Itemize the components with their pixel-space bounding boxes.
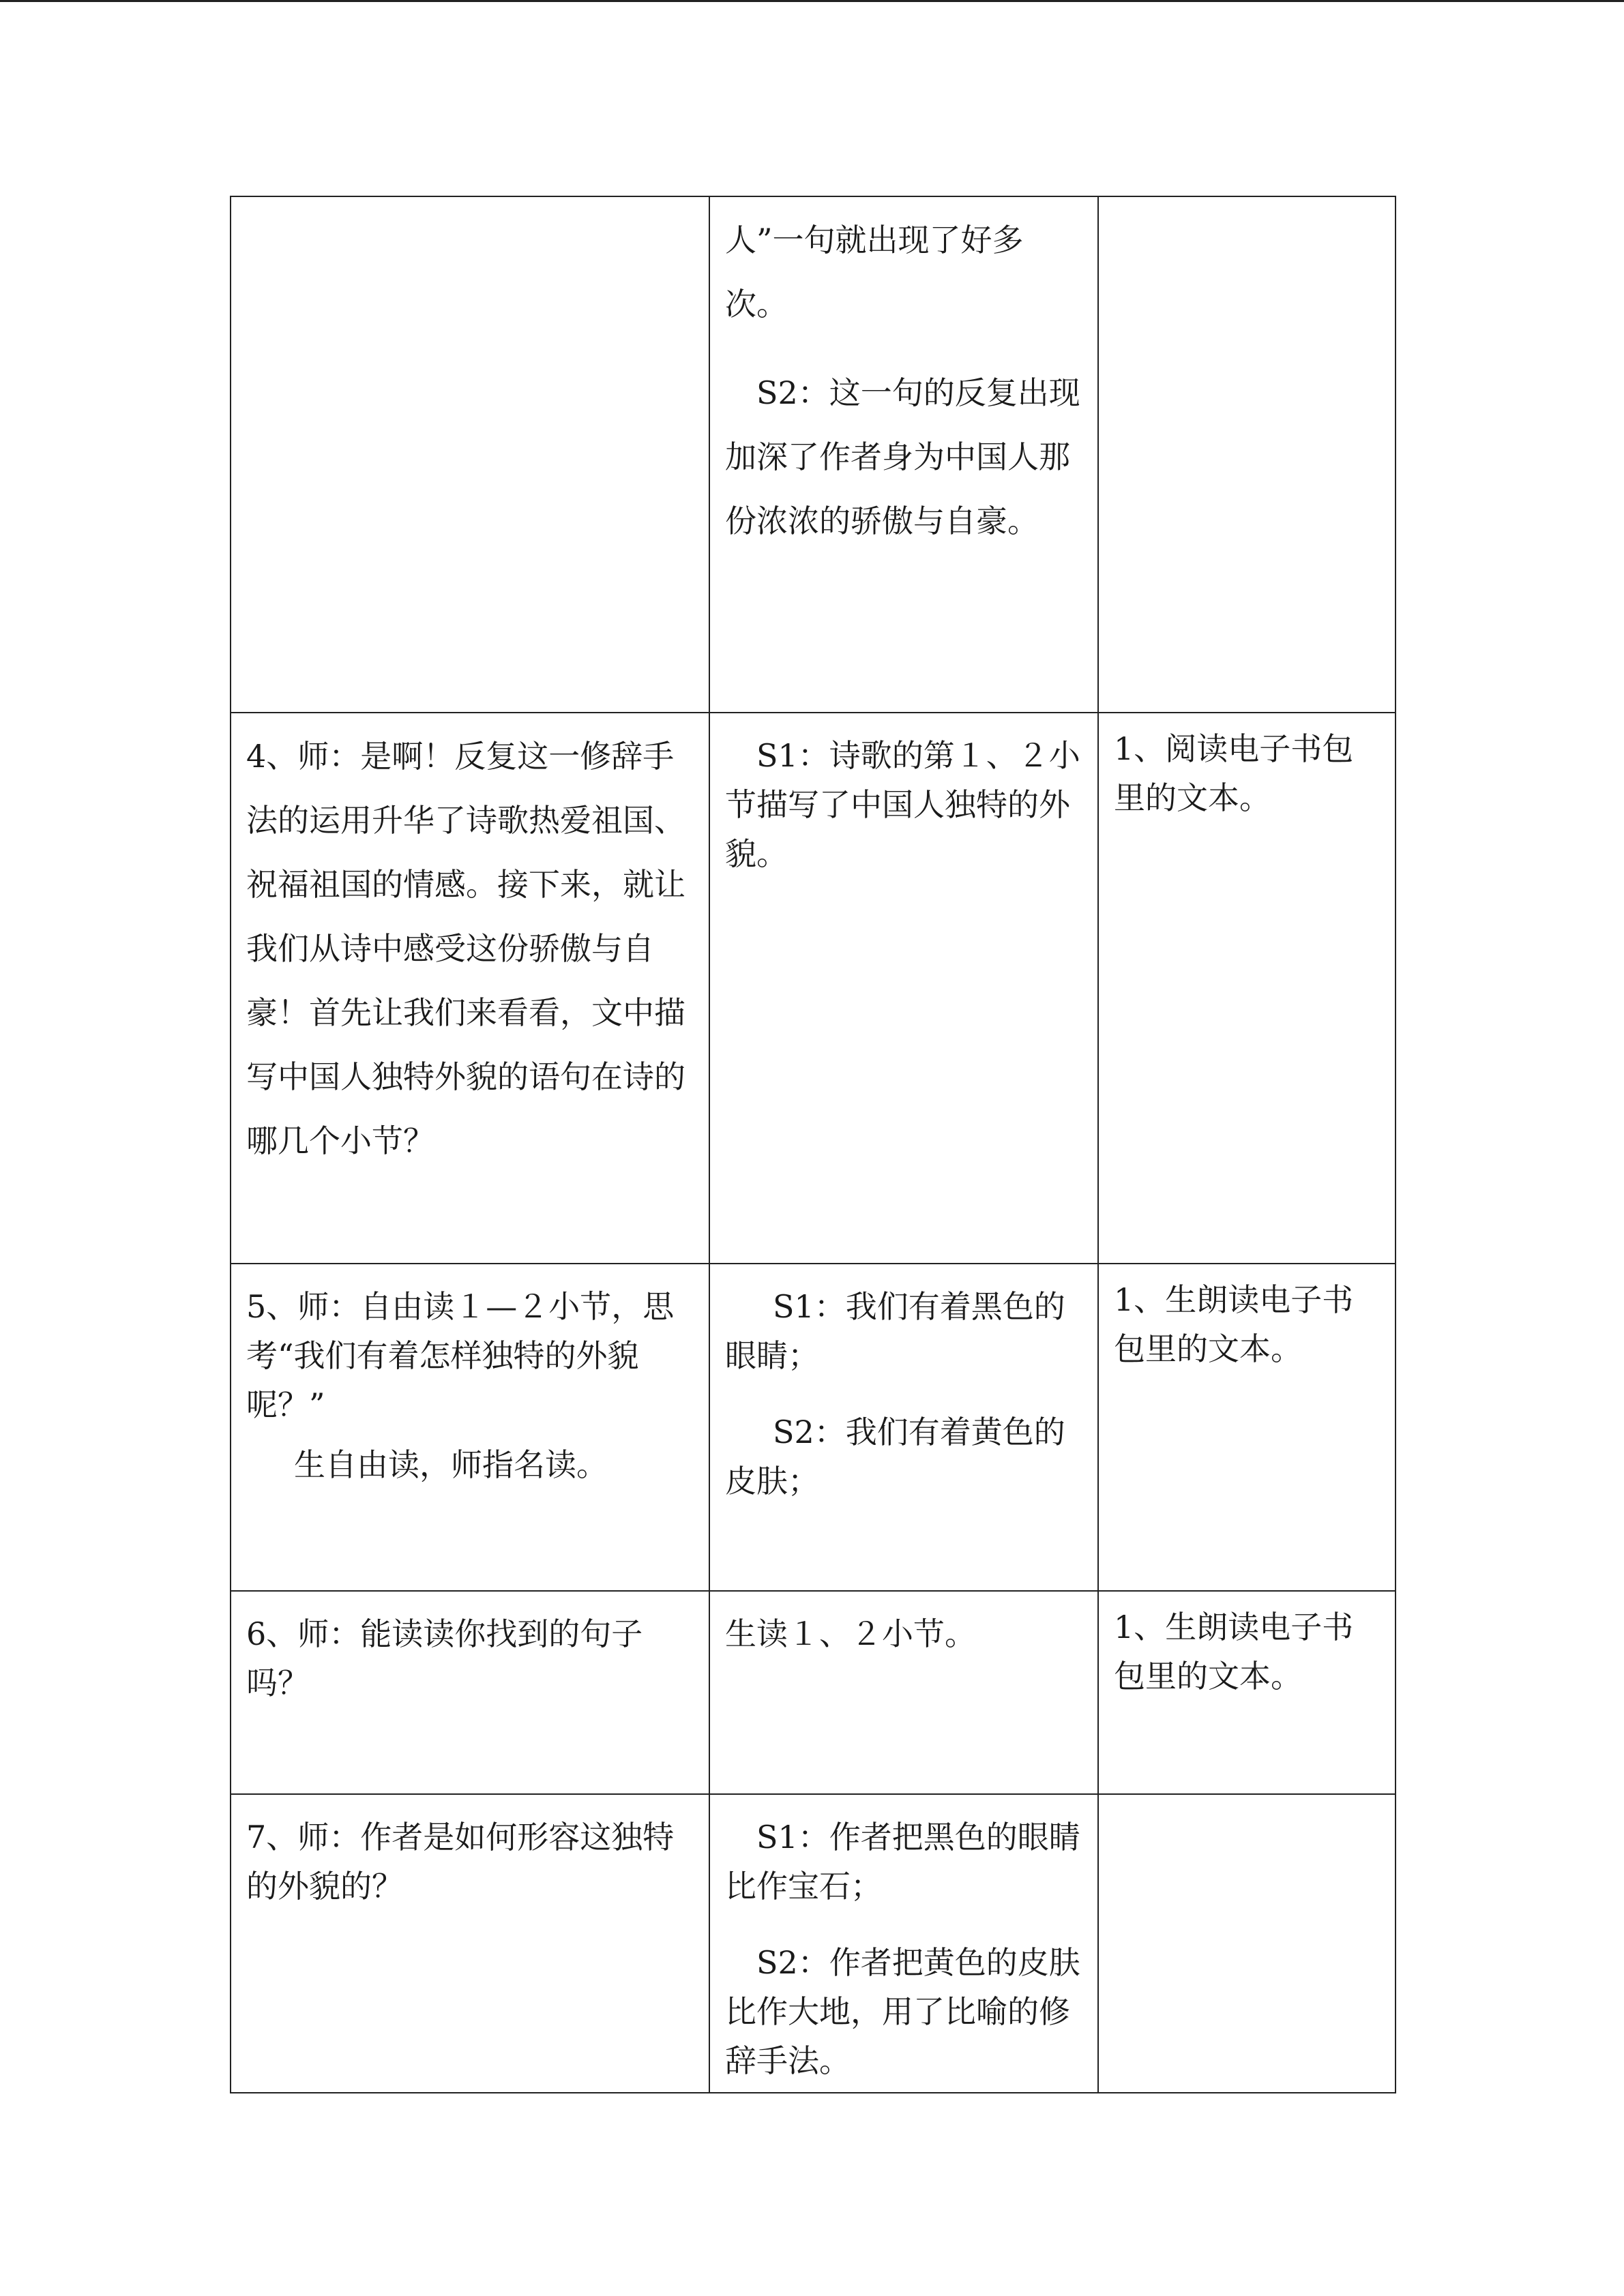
table-row <box>231 1264 1396 1591</box>
media-text: 1、生朗读电子书包里的文本。 <box>1114 1609 1354 1695</box>
teacher-text: 生自由读，师指名读。 <box>294 1446 608 1483</box>
teacher-text: 4、师：是啊！反复这一修辞手法的运用升华了诗歌热爱祖国、祝福祖国的情感。接下来，就让我们从诗中感受这份骄傲与自豪！首先让我们来看看，文中描写中国人独特外貌的语句在诗的哪几个小节？ <box>246 738 685 1159</box>
page-top-border <box>0 0 1624 2</box>
media-text: 1、生朗读电子书包里的文本。 <box>1114 1281 1354 1367</box>
student-activity-cell <box>709 196 1098 713</box>
teacher-activity-cell <box>231 713 709 1264</box>
teacher-activity-cell <box>231 1264 709 1591</box>
student-text: S2：作者把黄色的皮肤比作大地，用了比喻的修辞手法。 <box>725 1944 1080 2079</box>
teacher-text: 6、师：能读读你找到的句子吗？ <box>246 1615 643 1701</box>
student-text: S2：这一句的反复出现加深了作者身为中国人那份浓浓的骄傲与自豪。 <box>725 374 1080 539</box>
teacher-text: 5、师：自由读１—２小节，思考“我们有着怎样独特的外貌呢？” <box>246 1288 675 1423</box>
table-row <box>231 196 1396 713</box>
teacher-text: 7、师：作者是如何形容这独特的外貌的？ <box>246 1819 675 1905</box>
media-text: 1、阅读电子书包里的文本。 <box>1114 730 1354 816</box>
teacher-activity-cell <box>231 1794 709 2093</box>
student-text: 生读１、２小节。 <box>725 1615 976 1652</box>
media-cell <box>1098 1591 1396 1794</box>
student-text: S1：作者把黑色的眼睛比作宝石； <box>725 1819 1080 1905</box>
student-activity-cell <box>709 1591 1098 1794</box>
table-row <box>231 1794 1396 2093</box>
student-text: 人”一句就出现了好多次。 <box>725 222 1024 323</box>
student-text: S1：我们有着黑色的眼睛； <box>725 1288 1065 1374</box>
student-activity-cell <box>709 1264 1098 1591</box>
media-cell <box>1098 196 1396 713</box>
teacher-activity-cell <box>231 196 709 713</box>
media-cell <box>1098 1794 1396 2093</box>
table-row <box>231 1591 1396 1794</box>
student-text: S2：我们有着黄色的皮肤； <box>725 1414 1065 1500</box>
student-activity-cell <box>709 713 1098 1264</box>
media-cell <box>1098 1264 1396 1591</box>
media-cell <box>1098 713 1396 1264</box>
table-row <box>231 713 1396 1264</box>
student-text: S1：诗歌的第１、２小节描写了中国人独特的外貌。 <box>725 737 1080 872</box>
lesson-plan-table <box>230 196 1396 2093</box>
student-activity-cell <box>709 1794 1098 2093</box>
teacher-activity-cell <box>231 1591 709 1794</box>
